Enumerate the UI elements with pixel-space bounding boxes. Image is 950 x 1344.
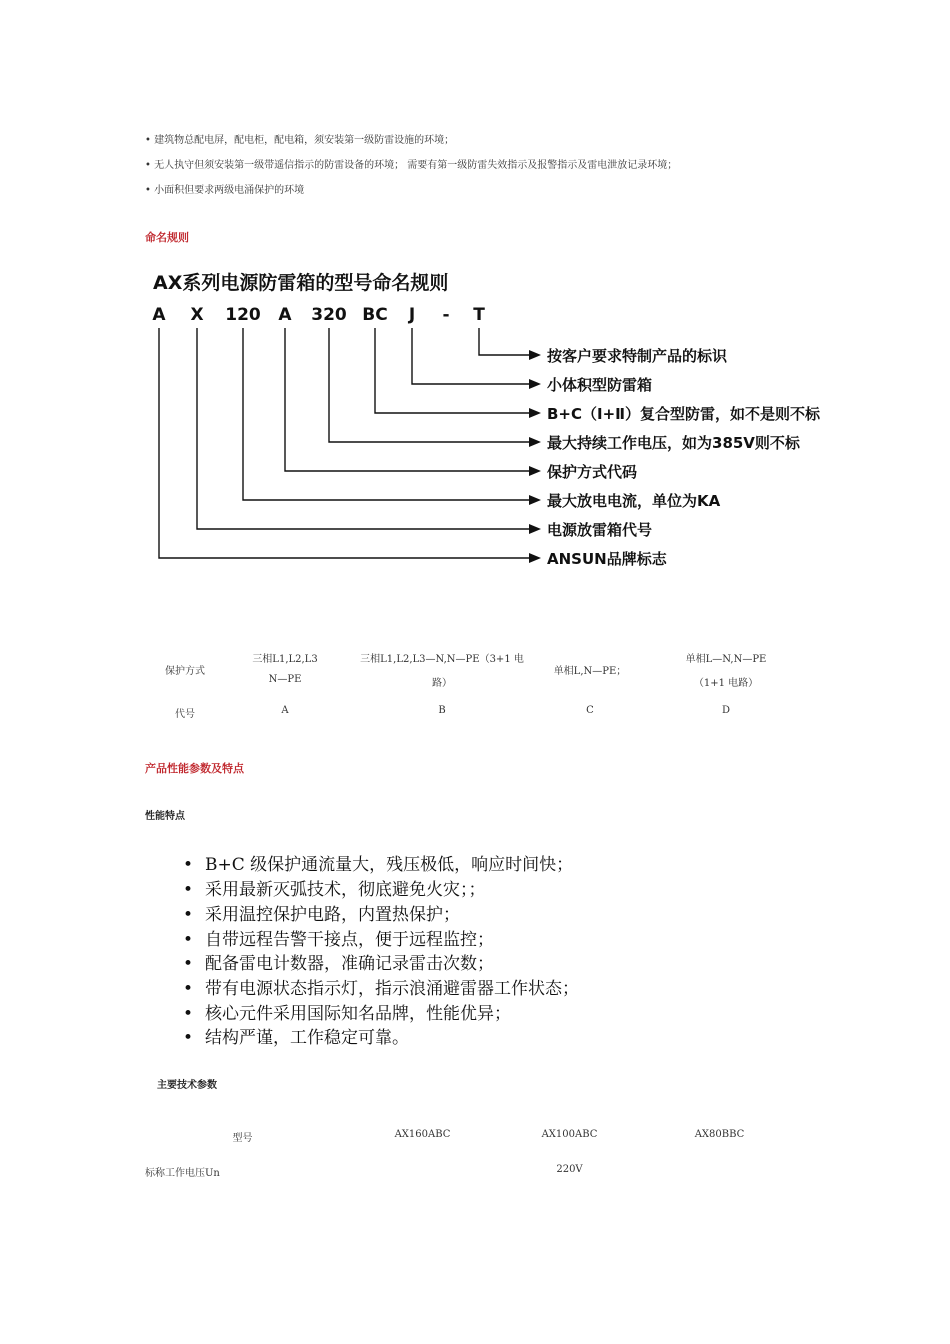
desc-compact-box: 小体积型防雷箱 (547, 376, 653, 394)
desc-custom-mark: 按客户要求特制产品的标识 (547, 347, 728, 365)
feature-item: • 自带远程告警干接点，便于远程监控； (183, 930, 494, 950)
protection-col-d-line2: （1+1 电路） (693, 678, 759, 689)
arrowhead-5 (529, 466, 541, 476)
code-part-x: X (190, 305, 204, 325)
desc-box-code: 电源放雷箱代号 (547, 521, 653, 539)
code-part-dash: - (442, 305, 450, 325)
code-part-j: J (408, 305, 416, 325)
protection-col-c-line1: 单相L,N—PE； (553, 666, 627, 677)
feature-item: • 结构严谨，工作稳定可靠。 (183, 1028, 409, 1048)
performance-heading: 产品性能参数及特点 (145, 762, 244, 775)
feature-item: • 核心元件采用国际知名品牌，性能优异； (183, 1004, 511, 1024)
arrowhead-2 (529, 379, 541, 389)
naming-heading: 命名规则 (145, 231, 189, 244)
diagram-title: AX系列电源防雷箱的型号命名规则 (153, 272, 449, 294)
desc-brand-mark: ANSUN品牌标志 (547, 550, 667, 568)
arrowhead-1 (529, 350, 541, 360)
protection-code-d: D (721, 705, 731, 716)
tech-heading: 主要技术参数 (157, 1080, 217, 1091)
protection-code-a: A (281, 705, 289, 716)
feature-item: • 采用温控保护电路，内置热保护； (183, 905, 460, 925)
protection-code-label: 代号 (175, 709, 195, 720)
feature-item: • 采用最新灭弧技术，彻底避免火灾；； (183, 880, 486, 900)
leader-line-a2 (285, 328, 533, 471)
tech-header-ax80bbc: AX80BBC (694, 1129, 745, 1140)
protection-col-b-line1: 三相L1,L2,L3—N,N—PE（3+1 电 (360, 654, 524, 665)
arrowhead-8 (529, 553, 541, 563)
tech-header-ax160abc: AX160ABC (394, 1129, 451, 1140)
desc-bc-composite: B+C（Ⅰ+Ⅱ）复合型防雷，如不是则不标 (547, 405, 821, 423)
desc-max-discharge: 最大放电电流，单位为KA (547, 492, 721, 510)
code-part-120: 120 (225, 305, 261, 325)
code-part-bc: BC (362, 305, 388, 325)
arrowhead-3 (529, 408, 541, 418)
feature-item: • 带有电源状态指示灯，指示浪涌避雷器工作状态； (183, 979, 579, 999)
leader-line-320 (329, 328, 533, 442)
feature-item: • 配备雷电计数器，准确记录雷击次数； (183, 954, 494, 974)
leader-line-bc (375, 328, 533, 413)
intro-bullet-2: • 无人执守但须安装第一级带遥信指示的防雷设备的环境； 需要有第一级防雷失效指示及报警指示及雷电泄放记录环境； (145, 160, 678, 171)
desc-protection-code: 保护方式代码 (547, 463, 638, 481)
features-heading: 性能特点 (145, 811, 185, 822)
tech-row-voltage-label: 标称工作电压Un (145, 1168, 220, 1179)
protection-col-b-line2: 路） (432, 678, 452, 689)
tech-header-ax100abc: AX100ABC (541, 1129, 598, 1140)
arrowhead-7 (529, 524, 541, 534)
leader-line-j (412, 328, 533, 384)
intro-bullet-1: • 建筑物总配电屏，配电柜，配电箱，须安装第一级防雷设施的环境； (145, 135, 455, 146)
code-part-t: T (473, 305, 485, 325)
arrowhead-6 (529, 495, 541, 505)
feature-item: • B+C 级保护通流量大，残压极低，响应时间快； (183, 855, 574, 875)
protection-col-a-line1: 三相L1,L2,L3 (252, 654, 318, 665)
leader-line-a (159, 328, 533, 558)
protection-code-c: C (586, 705, 594, 716)
naming-rule-diagram (145, 262, 865, 582)
arrowhead-4 (529, 437, 541, 447)
protection-code-b: B (438, 705, 446, 716)
tech-row-voltage-value: 220V (556, 1164, 583, 1175)
leader-line-120 (243, 328, 533, 500)
protection-header-label: 保护方式 (165, 666, 205, 677)
desc-max-voltage: 最大持续工作电压，如为385V则不标 (547, 434, 800, 452)
leader-line-t (479, 328, 533, 355)
code-part-a2: A (278, 305, 292, 325)
code-part-a: A (152, 305, 166, 325)
code-part-320: 320 (311, 305, 347, 325)
protection-col-d-line1: 单相L—N,N—PE (685, 654, 767, 665)
leader-line-x (197, 328, 533, 529)
tech-header-model: 型号 (232, 1133, 253, 1144)
intro-bullet-3: • 小面积但要求两级电涌保护的环境 (145, 185, 305, 196)
protection-col-a-line2: N—PE (268, 674, 302, 685)
